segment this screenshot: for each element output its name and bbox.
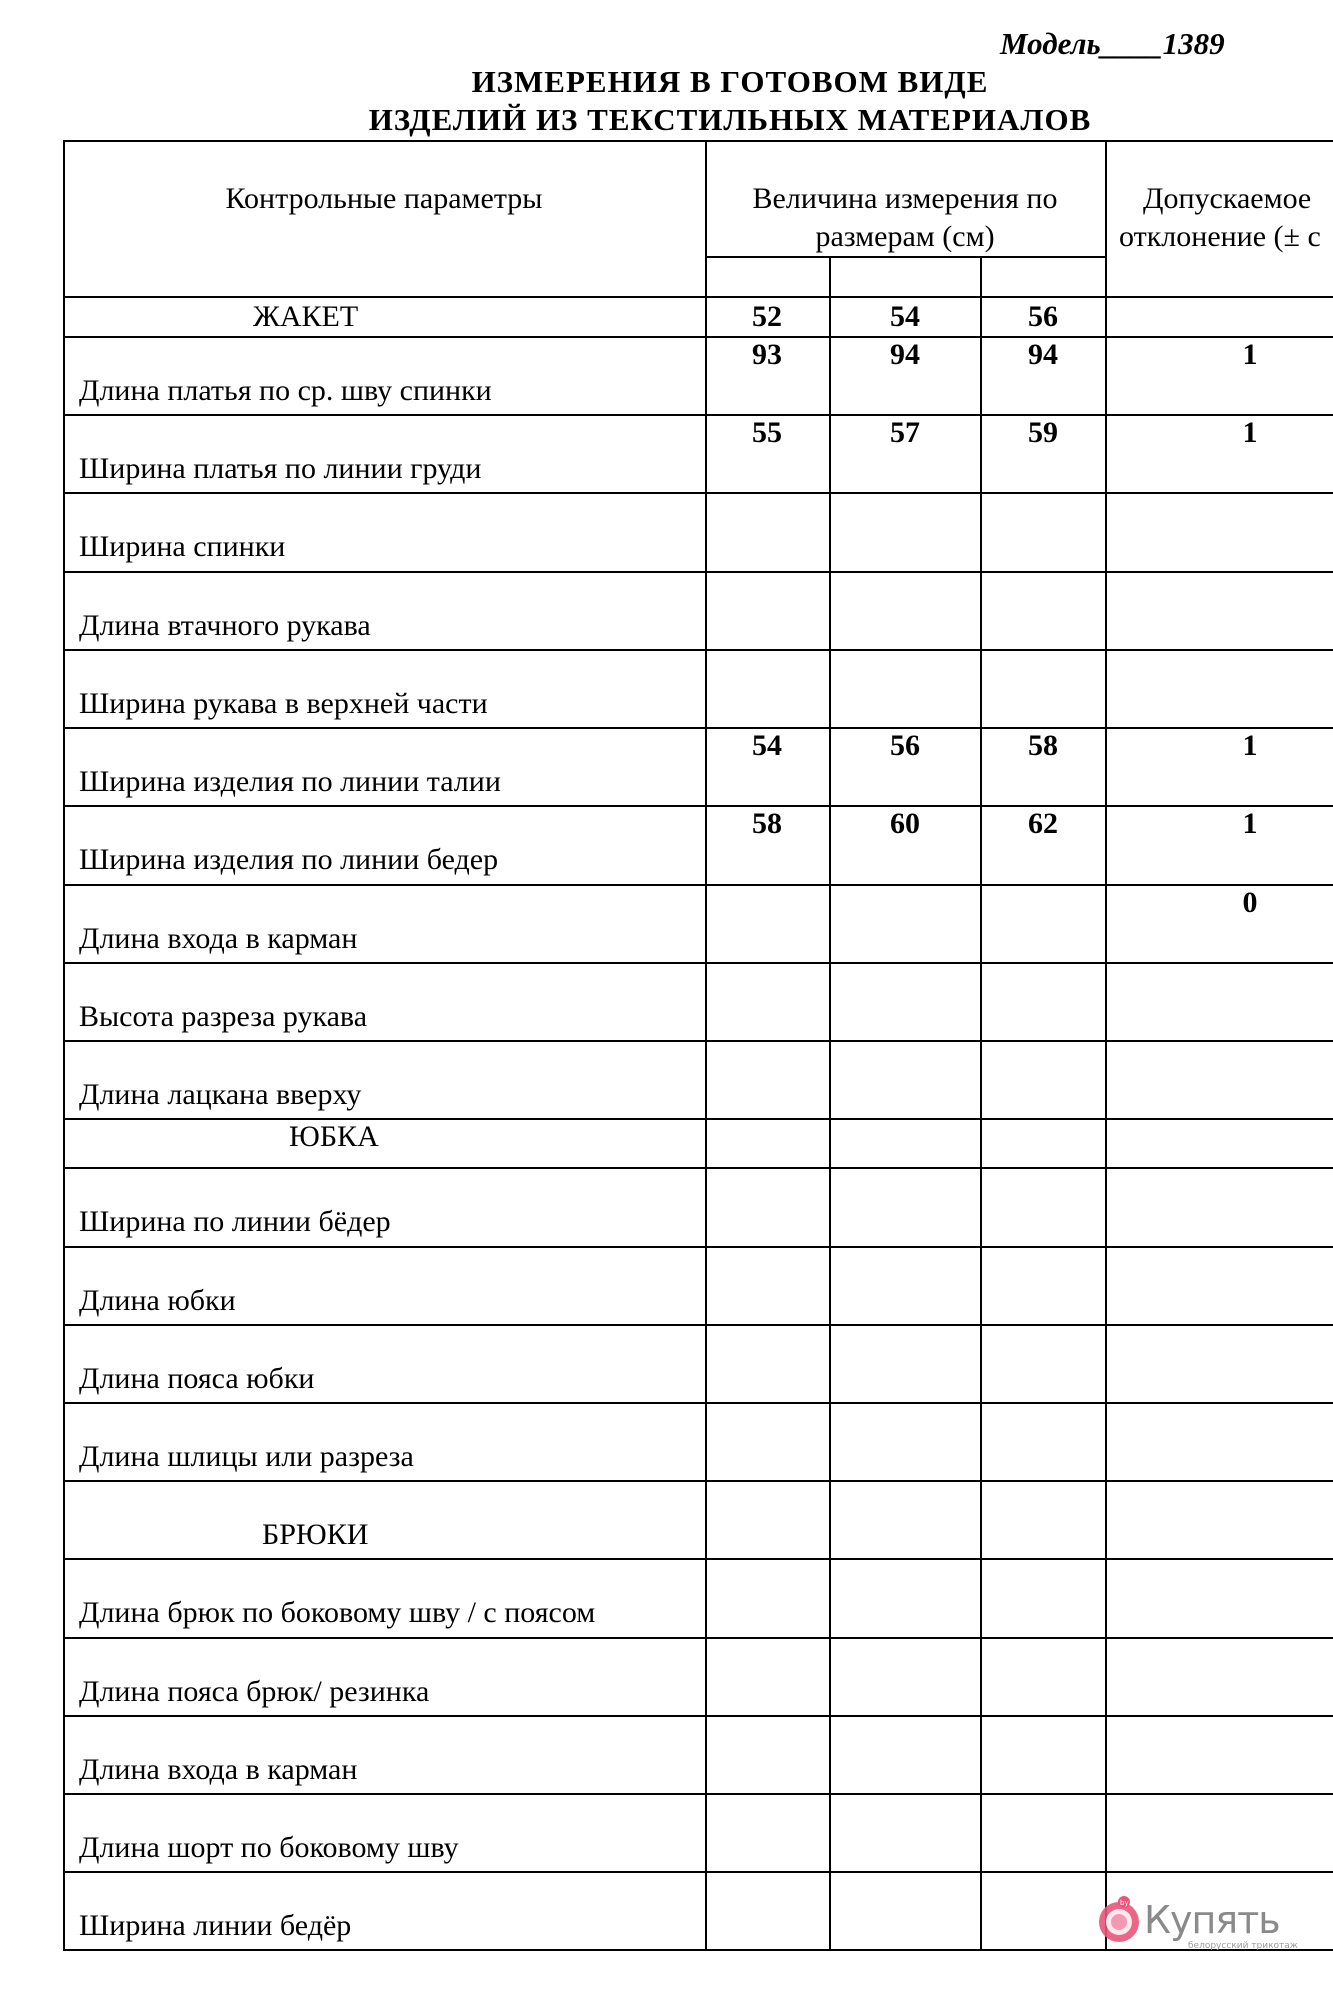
title-line-1: ИЗМЕРЕНИЯ В ГОТОВОМ ВИДЕ bbox=[471, 64, 989, 99]
logo-by-text: by bbox=[1120, 1899, 1129, 1907]
trousers-row-label: Длина входа в карман bbox=[79, 1753, 358, 1786]
header-measure-1: Величина измерения по bbox=[752, 182, 1058, 215]
header-params: Контрольные параметры bbox=[225, 182, 543, 215]
jacket-value: 54 bbox=[752, 729, 782, 762]
jacket-value: 94 bbox=[1028, 338, 1058, 371]
jacket-row-label: Длина входа в карман bbox=[79, 922, 358, 955]
table-hline bbox=[63, 1715, 1333, 1717]
table-hline bbox=[63, 140, 1333, 142]
trousers-row-label: Ширина линии бедёр bbox=[79, 1909, 352, 1942]
skirt-row-label: Ширина по линии бёдер bbox=[79, 1205, 391, 1238]
table-hline bbox=[63, 727, 1333, 729]
jacket-value: 62 bbox=[1028, 807, 1058, 840]
jacket-value: 94 bbox=[890, 338, 920, 371]
jacket-row-label: Ширина рукава в верхней части bbox=[79, 687, 488, 720]
trousers-row-label: Длина шорт по боковому шву bbox=[79, 1831, 459, 1864]
size-header-56: 56 bbox=[1028, 300, 1058, 333]
table-hline bbox=[63, 1637, 1333, 1639]
table-hline bbox=[63, 296, 1333, 298]
jacket-deviation: 1 bbox=[1242, 338, 1258, 371]
header-deviation-2: отклонение (± с bbox=[1119, 220, 1321, 253]
trousers-row-label: Длина брюк по боковому шву / с поясом bbox=[79, 1596, 596, 1629]
skirt-row-label: Длина шлицы или разреза bbox=[79, 1440, 414, 1473]
table-vline bbox=[980, 256, 982, 1951]
jacket-value: 60 bbox=[890, 807, 920, 840]
table-hline bbox=[63, 414, 1333, 416]
jacket-value: 59 bbox=[1028, 416, 1058, 449]
skirt-row-label: Длина юбки bbox=[79, 1284, 236, 1317]
jacket-value: 55 bbox=[752, 416, 782, 449]
table-hline bbox=[63, 1118, 1333, 1120]
jacket-deviation: 0 bbox=[1242, 886, 1258, 919]
table-hline bbox=[63, 1558, 1333, 1560]
table-hline bbox=[63, 884, 1333, 886]
jacket-value: 56 bbox=[890, 729, 920, 762]
table-hline bbox=[63, 1040, 1333, 1042]
table-vline bbox=[1105, 140, 1107, 1951]
section-trousers: БРЮКИ bbox=[262, 1518, 369, 1551]
jacket-row-label: Высота разреза рукава bbox=[79, 1000, 368, 1033]
table-vline bbox=[705, 140, 707, 1951]
table-hline bbox=[63, 1167, 1333, 1169]
logo-name: Купять bbox=[1144, 1898, 1280, 1942]
table-hline bbox=[63, 805, 1333, 807]
jacket-value: 93 bbox=[752, 338, 782, 371]
jacket-deviation: 1 bbox=[1242, 416, 1258, 449]
jacket-row-label: Ширина изделия по линии талии bbox=[79, 765, 501, 798]
size-header-52: 52 bbox=[752, 300, 782, 333]
table-vline bbox=[63, 140, 65, 1951]
jacket-value: 58 bbox=[752, 807, 782, 840]
jacket-row-label: Ширина спинки bbox=[79, 530, 286, 563]
table-hline bbox=[63, 649, 1333, 651]
jacket-row-label: Ширина платья по линии груди bbox=[79, 452, 482, 485]
table-hline bbox=[63, 1480, 1333, 1482]
jacket-row-label: Длина платья по ср. шву спинки bbox=[79, 374, 492, 407]
header-deviation-1: Допускаемое bbox=[1143, 182, 1312, 215]
section-skirt: ЮБКА bbox=[289, 1120, 379, 1153]
trousers-row-label: Длина пояса брюк/ резинка bbox=[79, 1675, 430, 1708]
size-header-54: 54 bbox=[890, 300, 920, 333]
table-hline bbox=[63, 571, 1333, 573]
table-hline bbox=[63, 1324, 1333, 1326]
section-jacket: ЖАКЕТ bbox=[253, 300, 359, 333]
jacket-value: 58 bbox=[1028, 729, 1058, 762]
table-vline bbox=[829, 256, 831, 1951]
jacket-row-label: Ширина изделия по линии бедер bbox=[79, 843, 499, 876]
jacket-deviation: 1 bbox=[1242, 807, 1258, 840]
table-hline bbox=[63, 336, 1333, 338]
title-line-2: ИЗДЕЛИЙ ИЗ ТЕКСТИЛЬНЫХ МАТЕРИАЛОВ bbox=[368, 102, 1092, 137]
table-hline bbox=[63, 492, 1333, 494]
skirt-row-label: Длина пояса юбки bbox=[79, 1362, 315, 1395]
table-hline bbox=[705, 256, 1105, 258]
jacket-row-label: Длина втачного рукава bbox=[79, 609, 371, 642]
table-hline bbox=[63, 962, 1333, 964]
jacket-deviation: 1 bbox=[1242, 729, 1258, 762]
header-measure-2: размерам (см) bbox=[815, 220, 995, 253]
table-hline bbox=[63, 1246, 1333, 1248]
logo-tagline: белорусский трикотаж bbox=[1188, 1941, 1298, 1951]
table-hline bbox=[63, 1871, 1333, 1873]
jacket-value: 57 bbox=[890, 416, 920, 449]
jacket-row-label: Длина лацкана вверху bbox=[79, 1078, 362, 1111]
table-hline bbox=[63, 1402, 1333, 1404]
model-number: Модель____1389 bbox=[1000, 26, 1225, 61]
table-hline bbox=[63, 1793, 1333, 1795]
